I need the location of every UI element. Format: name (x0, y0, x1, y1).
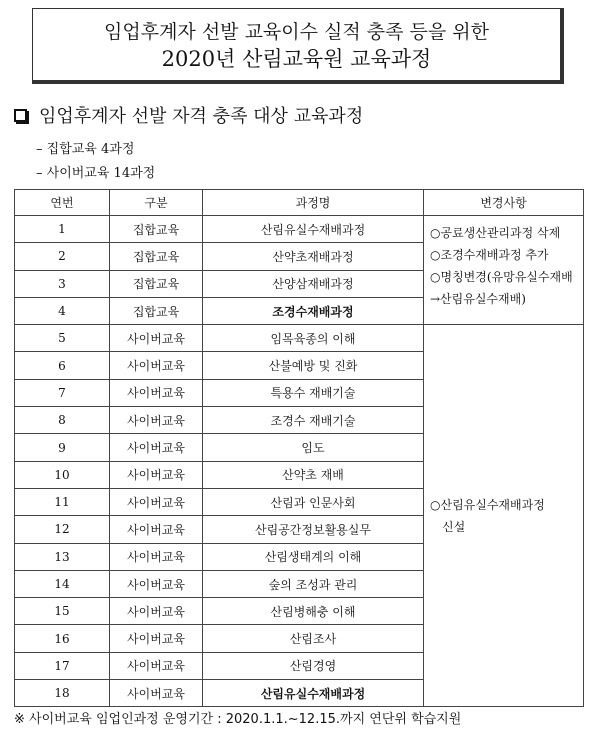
cell-changes-group1 (424, 216, 584, 325)
cell-category: 사이버교육 (110, 461, 203, 488)
change-note: ○명칭변경(유망유실수재배 (430, 270, 573, 284)
cell-no: 17 (15, 652, 110, 679)
cell-category: 사이버교육 (110, 407, 203, 434)
cell-category: 집합교육 (110, 243, 203, 270)
cell-category: 사이버교육 (110, 543, 203, 570)
cell-category: 사이버교육 (110, 570, 203, 597)
cell-changes-group2 (424, 325, 584, 707)
cell-category: 집합교육 (110, 270, 203, 297)
cell-course-name: 산림유실수재배과정 (203, 216, 424, 243)
title-line2: 2020년 산림교육원 교육과정 (161, 47, 432, 71)
cell-course-name: 산림조사 (203, 625, 424, 652)
cell-category: 사이버교육 (110, 625, 203, 652)
change-note: 신설 (442, 519, 466, 534)
checkbox-icon (14, 109, 27, 122)
sub-item-cyber-education: – 사이버교육 14과정 (36, 166, 156, 181)
header-category: 구분 (110, 190, 203, 216)
change-note: ○산림유실수재배과정 (430, 497, 545, 512)
cell-course-name: 산불예방 및 진화 (203, 352, 424, 379)
header-changes: 변경사항 (424, 190, 584, 216)
cell-category: 사이버교육 (110, 325, 203, 352)
cell-no: 10 (15, 461, 110, 488)
cell-no: 13 (15, 543, 110, 570)
table-row (15, 216, 584, 243)
table-row (15, 325, 584, 352)
cell-course-name: 산림유실수재배과정 (203, 680, 424, 707)
cell-no: 4 (15, 297, 110, 324)
cell-no: 7 (15, 379, 110, 406)
change-note: ○공료생산관리과정 삭제 (430, 226, 561, 240)
footnote: ※ 사이버교육 임업인과정 운영기간 : 2020.1.1.~12.15.까지 연단위 학습지원 (14, 712, 462, 727)
cell-category: 집합교육 (110, 297, 203, 324)
cell-category: 사이버교육 (110, 352, 203, 379)
cell-course-name: 산림경영 (203, 652, 424, 679)
course-table (14, 189, 584, 707)
change-note: ○조경수재배과정 추가 (430, 248, 549, 262)
section-heading-text: 임업후계자 선발 자격 충족 대상 교육과정 (39, 106, 364, 127)
cell-course-name: 조경수재배과정 (203, 297, 424, 324)
cell-no: 2 (15, 243, 110, 270)
cell-course-name: 산양삼재배과정 (203, 270, 424, 297)
title-line1: 임업후계자 선발 교육이수 실적 충족 등을 위한 (104, 21, 489, 43)
header-course-name: 과정명 (203, 190, 424, 216)
cell-course-name: 산림생태계의 이해 (203, 543, 424, 570)
cell-no: 14 (15, 570, 110, 597)
cell-course-name: 특용수 재배기술 (203, 379, 424, 406)
table-header-row (15, 190, 584, 216)
cell-category: 사이버교육 (110, 434, 203, 461)
cell-category: 집합교육 (110, 216, 203, 243)
cell-course-name: 산약초재배과정 (203, 243, 424, 270)
cell-course-name: 임도 (203, 434, 424, 461)
cell-no: 9 (15, 434, 110, 461)
cell-category: 사이버교육 (110, 598, 203, 625)
cell-no: 18 (15, 680, 110, 707)
cell-no: 11 (15, 488, 110, 515)
cell-course-name: 숲의 조성과 관리 (203, 570, 424, 597)
cell-no: 12 (15, 516, 110, 543)
cell-no: 8 (15, 407, 110, 434)
sub-item-group-education: – 집합교육 4과정 (36, 142, 135, 157)
cell-no: 6 (15, 352, 110, 379)
cell-course-name: 임목육종의 이해 (203, 325, 424, 352)
cell-no: 16 (15, 625, 110, 652)
cell-no: 5 (15, 325, 110, 352)
title-box (32, 8, 564, 84)
cell-course-name: 산림공간정보활용실무 (203, 516, 424, 543)
cell-no: 1 (15, 216, 110, 243)
cell-no: 15 (15, 598, 110, 625)
cell-category: 사이버교육 (110, 488, 203, 515)
cell-category: 사이버교육 (110, 680, 203, 707)
cell-course-name: 산약초 재배 (203, 461, 424, 488)
cell-category: 사이버교육 (110, 379, 203, 406)
cell-no: 3 (15, 270, 110, 297)
header-no: 연번 (15, 190, 110, 216)
cell-course-name: 산림과 인문사회 (203, 488, 424, 515)
section-heading (14, 102, 363, 128)
cell-category: 사이버교육 (110, 516, 203, 543)
cell-course-name: 산림병해충 이해 (203, 598, 424, 625)
cell-category: 사이버교육 (110, 652, 203, 679)
cell-course-name: 조경수 재배기술 (203, 407, 424, 434)
change-note: →산림유실수재배) (430, 292, 526, 306)
